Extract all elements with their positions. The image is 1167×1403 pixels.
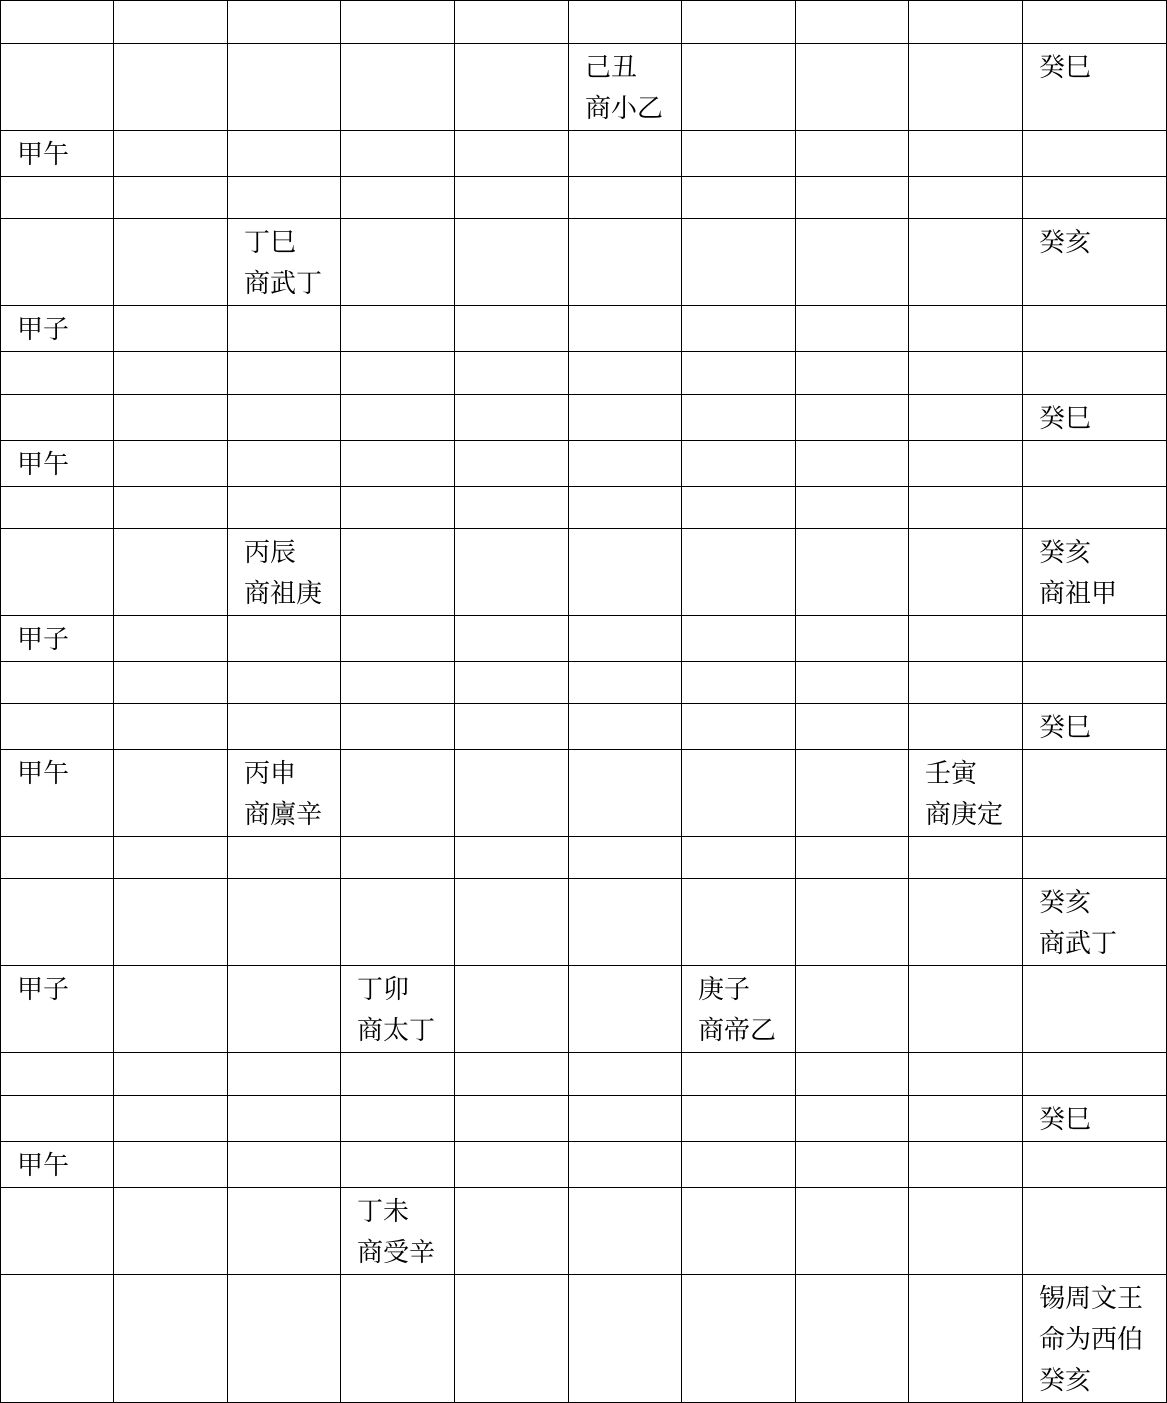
cell-text-line: 壬寅 <box>925 759 978 789</box>
table-cell <box>569 616 682 662</box>
table-row <box>1 837 1167 879</box>
table-cell <box>341 219 455 306</box>
table-cell <box>909 529 1023 616</box>
table-cell <box>682 1053 796 1096</box>
table-cell <box>455 352 569 395</box>
table-cell <box>1 1 114 44</box>
cell-text-line: 商廪辛 <box>244 800 323 830</box>
table-cell <box>796 487 909 529</box>
table-cell <box>228 177 341 219</box>
table-cell <box>1 1096 114 1142</box>
table-cell <box>114 662 228 704</box>
table-cell <box>1023 529 1167 616</box>
table-row <box>1 662 1167 704</box>
table-cell <box>341 966 455 1053</box>
table-cell <box>569 1275 682 1403</box>
table-cell <box>682 704 796 750</box>
cell-text-line: 商祖庚 <box>244 579 323 609</box>
cell-text-line: 商小乙 <box>585 94 664 124</box>
table-cell <box>796 306 909 352</box>
table-cell <box>569 306 682 352</box>
table-cell <box>796 1 909 44</box>
table-cell <box>455 219 569 306</box>
table-cell <box>455 131 569 177</box>
table-cell <box>796 441 909 487</box>
table-cell <box>455 441 569 487</box>
table-cell <box>569 1188 682 1275</box>
table-cell <box>909 837 1023 879</box>
table-cell <box>682 177 796 219</box>
table-cell <box>569 966 682 1053</box>
table-cell <box>569 131 682 177</box>
table-cell <box>455 750 569 837</box>
table-row <box>1 131 1167 177</box>
table-cell <box>341 131 455 177</box>
table-cell <box>228 44 341 131</box>
table-cell <box>796 131 909 177</box>
table-cell <box>909 395 1023 441</box>
table-cell <box>682 219 796 306</box>
table-cell <box>909 44 1023 131</box>
cell-text-line: 商祖甲 <box>1039 579 1118 609</box>
table-cell <box>1 662 114 704</box>
table-cell <box>1 1188 114 1275</box>
table-cell <box>1 44 114 131</box>
cell-text-line: 甲午 <box>17 450 70 480</box>
table-cell <box>455 1096 569 1142</box>
table-cell <box>114 441 228 487</box>
table-cell <box>796 616 909 662</box>
table-row <box>1 1096 1167 1142</box>
table-cell <box>1 750 114 837</box>
table-cell <box>909 487 1023 529</box>
table-cell <box>228 219 341 306</box>
table-cell <box>455 1053 569 1096</box>
table-cell <box>1023 487 1167 529</box>
table-row <box>1 395 1167 441</box>
table-cell <box>909 966 1023 1053</box>
table-cell <box>341 750 455 837</box>
table-cell <box>1 1275 114 1403</box>
table-cell <box>455 1 569 44</box>
table-cell <box>909 1 1023 44</box>
table-cell <box>114 352 228 395</box>
table-cell <box>228 395 341 441</box>
table-cell <box>1023 352 1167 395</box>
table-cell <box>796 395 909 441</box>
table-cell <box>1 131 114 177</box>
table-cell <box>341 529 455 616</box>
table-cell <box>228 879 341 966</box>
table-row <box>1 306 1167 352</box>
table-cell <box>682 750 796 837</box>
table-cell <box>796 1053 909 1096</box>
table-cell <box>682 306 796 352</box>
table-row <box>1 1142 1167 1188</box>
table-cell <box>228 1096 341 1142</box>
table-cell <box>455 616 569 662</box>
table-cell <box>455 306 569 352</box>
table-cell <box>341 1 455 44</box>
table-cell <box>455 1142 569 1188</box>
table-cell <box>682 487 796 529</box>
table-cell <box>1 966 114 1053</box>
table-cell <box>341 441 455 487</box>
table-cell <box>909 1096 1023 1142</box>
table-cell <box>228 662 341 704</box>
table-cell <box>682 662 796 704</box>
table-cell <box>1 395 114 441</box>
table-cell <box>114 487 228 529</box>
table-cell <box>909 750 1023 837</box>
table-cell <box>114 529 228 616</box>
table-cell <box>228 750 341 837</box>
cell-text-line: 丙辰 <box>244 538 297 568</box>
table-row <box>1 879 1167 966</box>
table-cell <box>909 704 1023 750</box>
table-cell <box>682 395 796 441</box>
cell-text-line: 甲子 <box>17 975 70 1005</box>
table-row <box>1 1188 1167 1275</box>
table-cell <box>1023 1 1167 44</box>
table-cell <box>569 352 682 395</box>
table-cell <box>455 837 569 879</box>
table-cell <box>1023 219 1167 306</box>
table-row <box>1 704 1167 750</box>
table-cell <box>1 487 114 529</box>
table-cell <box>228 352 341 395</box>
table-cell <box>341 395 455 441</box>
table-cell <box>1023 306 1167 352</box>
cell-text-line: 癸亥 <box>1039 888 1092 918</box>
table-cell <box>1023 441 1167 487</box>
cell-text-line: 商太丁 <box>357 1016 436 1046</box>
table-cell <box>228 306 341 352</box>
table-cell <box>114 131 228 177</box>
table-cell <box>1023 44 1167 131</box>
table-cell <box>1023 1096 1167 1142</box>
table-cell <box>228 1275 341 1403</box>
table-cell <box>909 1142 1023 1188</box>
table-cell <box>682 352 796 395</box>
table-cell <box>1 177 114 219</box>
table-cell <box>569 219 682 306</box>
table-cell <box>228 704 341 750</box>
cell-text-line: 命为西伯 <box>1039 1325 1144 1355</box>
table-cell <box>682 837 796 879</box>
table-row <box>1 487 1167 529</box>
table-cell <box>455 704 569 750</box>
cell-text-line: 癸亥 <box>1039 538 1092 568</box>
table-cell <box>569 837 682 879</box>
table-cell <box>569 1142 682 1188</box>
table-row <box>1 750 1167 837</box>
cell-text-line: 丁未 <box>357 1197 410 1227</box>
table-cell <box>228 1188 341 1275</box>
table-cell <box>114 1 228 44</box>
cell-text-line: 锡周文王 <box>1039 1284 1144 1314</box>
table-cell <box>455 1188 569 1275</box>
table-cell <box>455 487 569 529</box>
table-row <box>1 616 1167 662</box>
table-cell <box>682 529 796 616</box>
table-cell <box>455 662 569 704</box>
table-cell <box>341 352 455 395</box>
table-cell <box>114 1096 228 1142</box>
cell-text-line: 商庚定 <box>925 800 1004 830</box>
cell-text-line: 丙申 <box>244 759 297 789</box>
table-cell <box>228 1142 341 1188</box>
table-cell <box>569 1053 682 1096</box>
table-cell <box>796 1142 909 1188</box>
table-cell <box>796 352 909 395</box>
table-cell <box>682 1188 796 1275</box>
table-cell <box>341 487 455 529</box>
table-cell <box>569 441 682 487</box>
table-cell <box>909 219 1023 306</box>
table-cell <box>569 529 682 616</box>
table-cell <box>909 616 1023 662</box>
table-row <box>1 177 1167 219</box>
table-cell <box>682 1142 796 1188</box>
table-cell <box>1 352 114 395</box>
table-cell <box>909 131 1023 177</box>
table-cell <box>796 1275 909 1403</box>
cell-text-line: 商帝乙 <box>698 1016 777 1046</box>
table-cell <box>796 879 909 966</box>
table-cell <box>909 879 1023 966</box>
table-cell <box>569 395 682 441</box>
table-cell <box>228 1053 341 1096</box>
table-cell <box>909 177 1023 219</box>
cell-text-line: 己丑 <box>585 53 638 83</box>
cell-text-line: 癸巳 <box>1039 404 1092 434</box>
table-cell <box>114 1053 228 1096</box>
table-cell <box>909 662 1023 704</box>
table-cell <box>1023 966 1167 1053</box>
table-cell <box>341 616 455 662</box>
table-cell <box>455 879 569 966</box>
cell-text-line: 癸巳 <box>1039 713 1092 743</box>
table-cell <box>569 487 682 529</box>
table-cell <box>682 1 796 44</box>
table-cell <box>114 966 228 1053</box>
cell-text-line: 商受辛 <box>357 1238 436 1268</box>
table-cell <box>341 44 455 131</box>
table-cell <box>569 704 682 750</box>
cell-text-line: 商武丁 <box>244 269 323 299</box>
table-cell <box>341 1188 455 1275</box>
cell-text-line: 丁巳 <box>244 228 297 258</box>
table-cell <box>341 837 455 879</box>
table-cell <box>1023 837 1167 879</box>
table-cell <box>569 177 682 219</box>
table-cell <box>569 1 682 44</box>
table-cell <box>1023 1053 1167 1096</box>
table-cell <box>682 1275 796 1403</box>
table-cell <box>114 616 228 662</box>
table-cell <box>114 44 228 131</box>
table-cell <box>114 395 228 441</box>
table-row <box>1 1053 1167 1096</box>
table-cell <box>1 879 114 966</box>
table-cell <box>455 529 569 616</box>
table-cell <box>796 177 909 219</box>
table-cell <box>1023 1188 1167 1275</box>
table-cell <box>796 837 909 879</box>
table-cell <box>455 966 569 1053</box>
table-cell <box>1 1053 114 1096</box>
table-cell <box>341 704 455 750</box>
table-cell <box>682 879 796 966</box>
table-cell <box>909 1188 1023 1275</box>
cell-text-line: 甲子 <box>17 625 70 655</box>
table-cell <box>341 1142 455 1188</box>
table-cell <box>1023 662 1167 704</box>
table-cell <box>1 616 114 662</box>
table-cell <box>341 177 455 219</box>
table-cell <box>1 837 114 879</box>
table-cell <box>909 1053 1023 1096</box>
table-cell <box>341 1275 455 1403</box>
table-cell <box>1023 395 1167 441</box>
table-cell <box>455 395 569 441</box>
table-cell <box>796 1096 909 1142</box>
table-cell <box>796 529 909 616</box>
table-cell <box>114 1142 228 1188</box>
cell-text-line: 癸巳 <box>1039 53 1092 83</box>
cell-text-line: 甲午 <box>17 759 70 789</box>
table-cell <box>114 750 228 837</box>
table-cell <box>341 1096 455 1142</box>
table-cell <box>228 837 341 879</box>
table-row <box>1 966 1167 1053</box>
table-row <box>1 529 1167 616</box>
table-cell <box>114 177 228 219</box>
table-cell <box>341 306 455 352</box>
table-cell <box>682 966 796 1053</box>
table-cell <box>1 529 114 616</box>
table-cell <box>569 750 682 837</box>
table-cell <box>682 616 796 662</box>
table-cell <box>114 1275 228 1403</box>
cell-text-line: 庚子 <box>698 975 751 1005</box>
table-cell <box>682 1096 796 1142</box>
table-cell <box>114 306 228 352</box>
table-cell <box>569 44 682 131</box>
table-cell <box>796 662 909 704</box>
cell-text-line: 癸巳 <box>1039 1105 1092 1135</box>
table-cell <box>455 1275 569 1403</box>
table-cell <box>1023 616 1167 662</box>
cell-text-line: 商武丁 <box>1039 929 1118 959</box>
table-cell <box>341 1053 455 1096</box>
table-cell <box>1 1142 114 1188</box>
table-cell <box>1 704 114 750</box>
cell-text-line: 甲午 <box>17 140 70 170</box>
table-cell <box>1023 177 1167 219</box>
table-cell <box>228 966 341 1053</box>
table-cell <box>569 662 682 704</box>
table-cell <box>796 966 909 1053</box>
table-cell <box>228 616 341 662</box>
cell-text-line: 癸亥 <box>1039 228 1092 258</box>
table-cell <box>1023 704 1167 750</box>
table-row <box>1 441 1167 487</box>
table-cell <box>909 441 1023 487</box>
table-row <box>1 1 1167 44</box>
cell-text-line: 丁卯 <box>357 975 410 1005</box>
table-cell <box>341 662 455 704</box>
table-cell <box>682 44 796 131</box>
table-row <box>1 219 1167 306</box>
cell-text-line: 甲午 <box>17 1151 70 1181</box>
table-cell <box>228 131 341 177</box>
table-cell <box>796 44 909 131</box>
table-cell <box>796 219 909 306</box>
table-cell <box>909 306 1023 352</box>
table-cell <box>569 1096 682 1142</box>
table-cell <box>796 1188 909 1275</box>
table-cell <box>1 441 114 487</box>
table-row <box>1 352 1167 395</box>
table-cell <box>1 306 114 352</box>
table-cell <box>682 441 796 487</box>
table-cell <box>114 704 228 750</box>
table-cell <box>341 879 455 966</box>
table-cell <box>228 529 341 616</box>
table-cell <box>1023 1275 1167 1403</box>
table-cell <box>796 704 909 750</box>
table-cell <box>1023 750 1167 837</box>
table-cell <box>796 750 909 837</box>
table-row <box>1 1275 1167 1403</box>
table-cell <box>682 131 796 177</box>
table-cell <box>1023 1142 1167 1188</box>
table-cell <box>569 879 682 966</box>
table-cell <box>114 1188 228 1275</box>
chronology-table-body <box>1 1 1167 1403</box>
table-cell <box>1023 879 1167 966</box>
table-cell <box>114 219 228 306</box>
table-cell <box>228 487 341 529</box>
table-cell <box>228 441 341 487</box>
table-cell <box>909 1275 1023 1403</box>
table-cell <box>1023 131 1167 177</box>
table-cell <box>114 837 228 879</box>
table-cell <box>909 352 1023 395</box>
cell-text-line: 甲子 <box>17 315 70 345</box>
table-cell <box>455 44 569 131</box>
table-cell <box>1 219 114 306</box>
table-cell <box>228 1 341 44</box>
cell-text-line: 癸亥 <box>1039 1366 1092 1396</box>
table-cell <box>455 177 569 219</box>
table-cell <box>114 879 228 966</box>
table-row <box>1 44 1167 131</box>
